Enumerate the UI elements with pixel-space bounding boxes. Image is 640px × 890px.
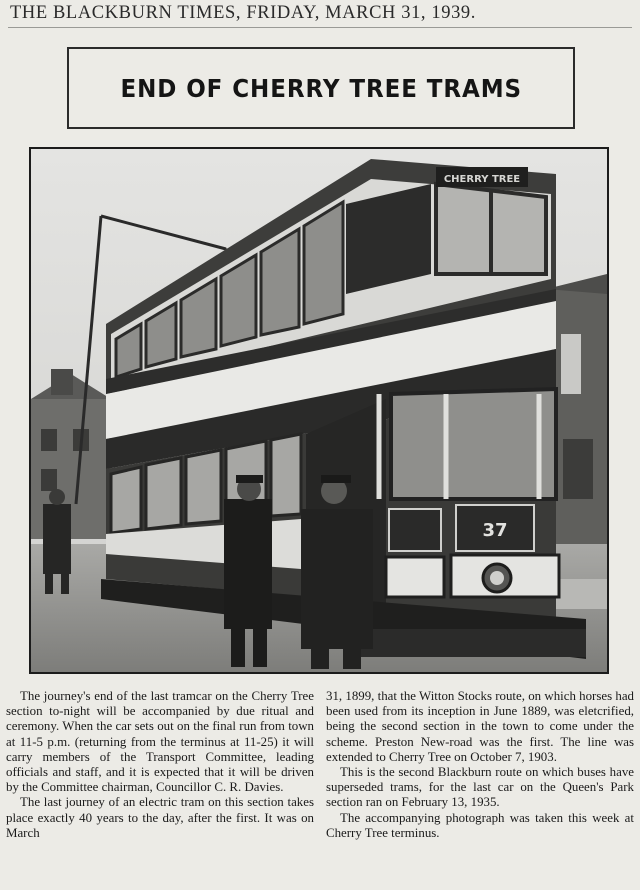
article-column-left xyxy=(6,689,314,885)
tram-illustration xyxy=(31,149,607,672)
masthead-rule xyxy=(8,27,632,28)
article-body xyxy=(6,689,634,885)
paragraph: The last journey of an electric tram on this section takes place exactly 40 years to the day, after the first. It was on March xyxy=(6,795,314,840)
paragraph: This is the second Blackburn route on which buses have superseded trams, for the last car on the Queen's Park section ran on February 13, 1935. xyxy=(326,765,634,810)
paragraph: 31, 1899, that the Witton Stocks route, on which horses had been used from its inception in June 1889, was eletcrified, being the second section in the town to come under the scheme. Preston New-road was the first. The line was extended to Cherry Tree on October 7, 1903. xyxy=(326,689,634,764)
paragraph: The accompanying photograph was taken this week at Cherry Tree terminus. xyxy=(326,810,634,840)
masthead: THE BLACKBURN TIMES, FRIDAY, MARCH 31, 1939. xyxy=(10,3,477,23)
article-column-right xyxy=(326,689,634,885)
headline-box xyxy=(67,47,575,129)
destination-sign: CHERRY TREE xyxy=(443,174,521,185)
headline: END OF CHERRY TREE TRAMS xyxy=(120,73,522,103)
car-number: 37 xyxy=(482,520,508,541)
paragraph: The journey's end of the last tramcar on the Cherry Tree section to-night will be accompanied by due ritual and ceremony. When the car sets out on the final run from town at 11-5 p.m. (returning from the terminus at 11-25) it will carry members of the Transport Committee, leading officials and staff, and it is expected that it will be driven by the Committee chairman, Councillor C. R. Davies. xyxy=(6,689,314,795)
tram-photograph xyxy=(29,147,609,674)
